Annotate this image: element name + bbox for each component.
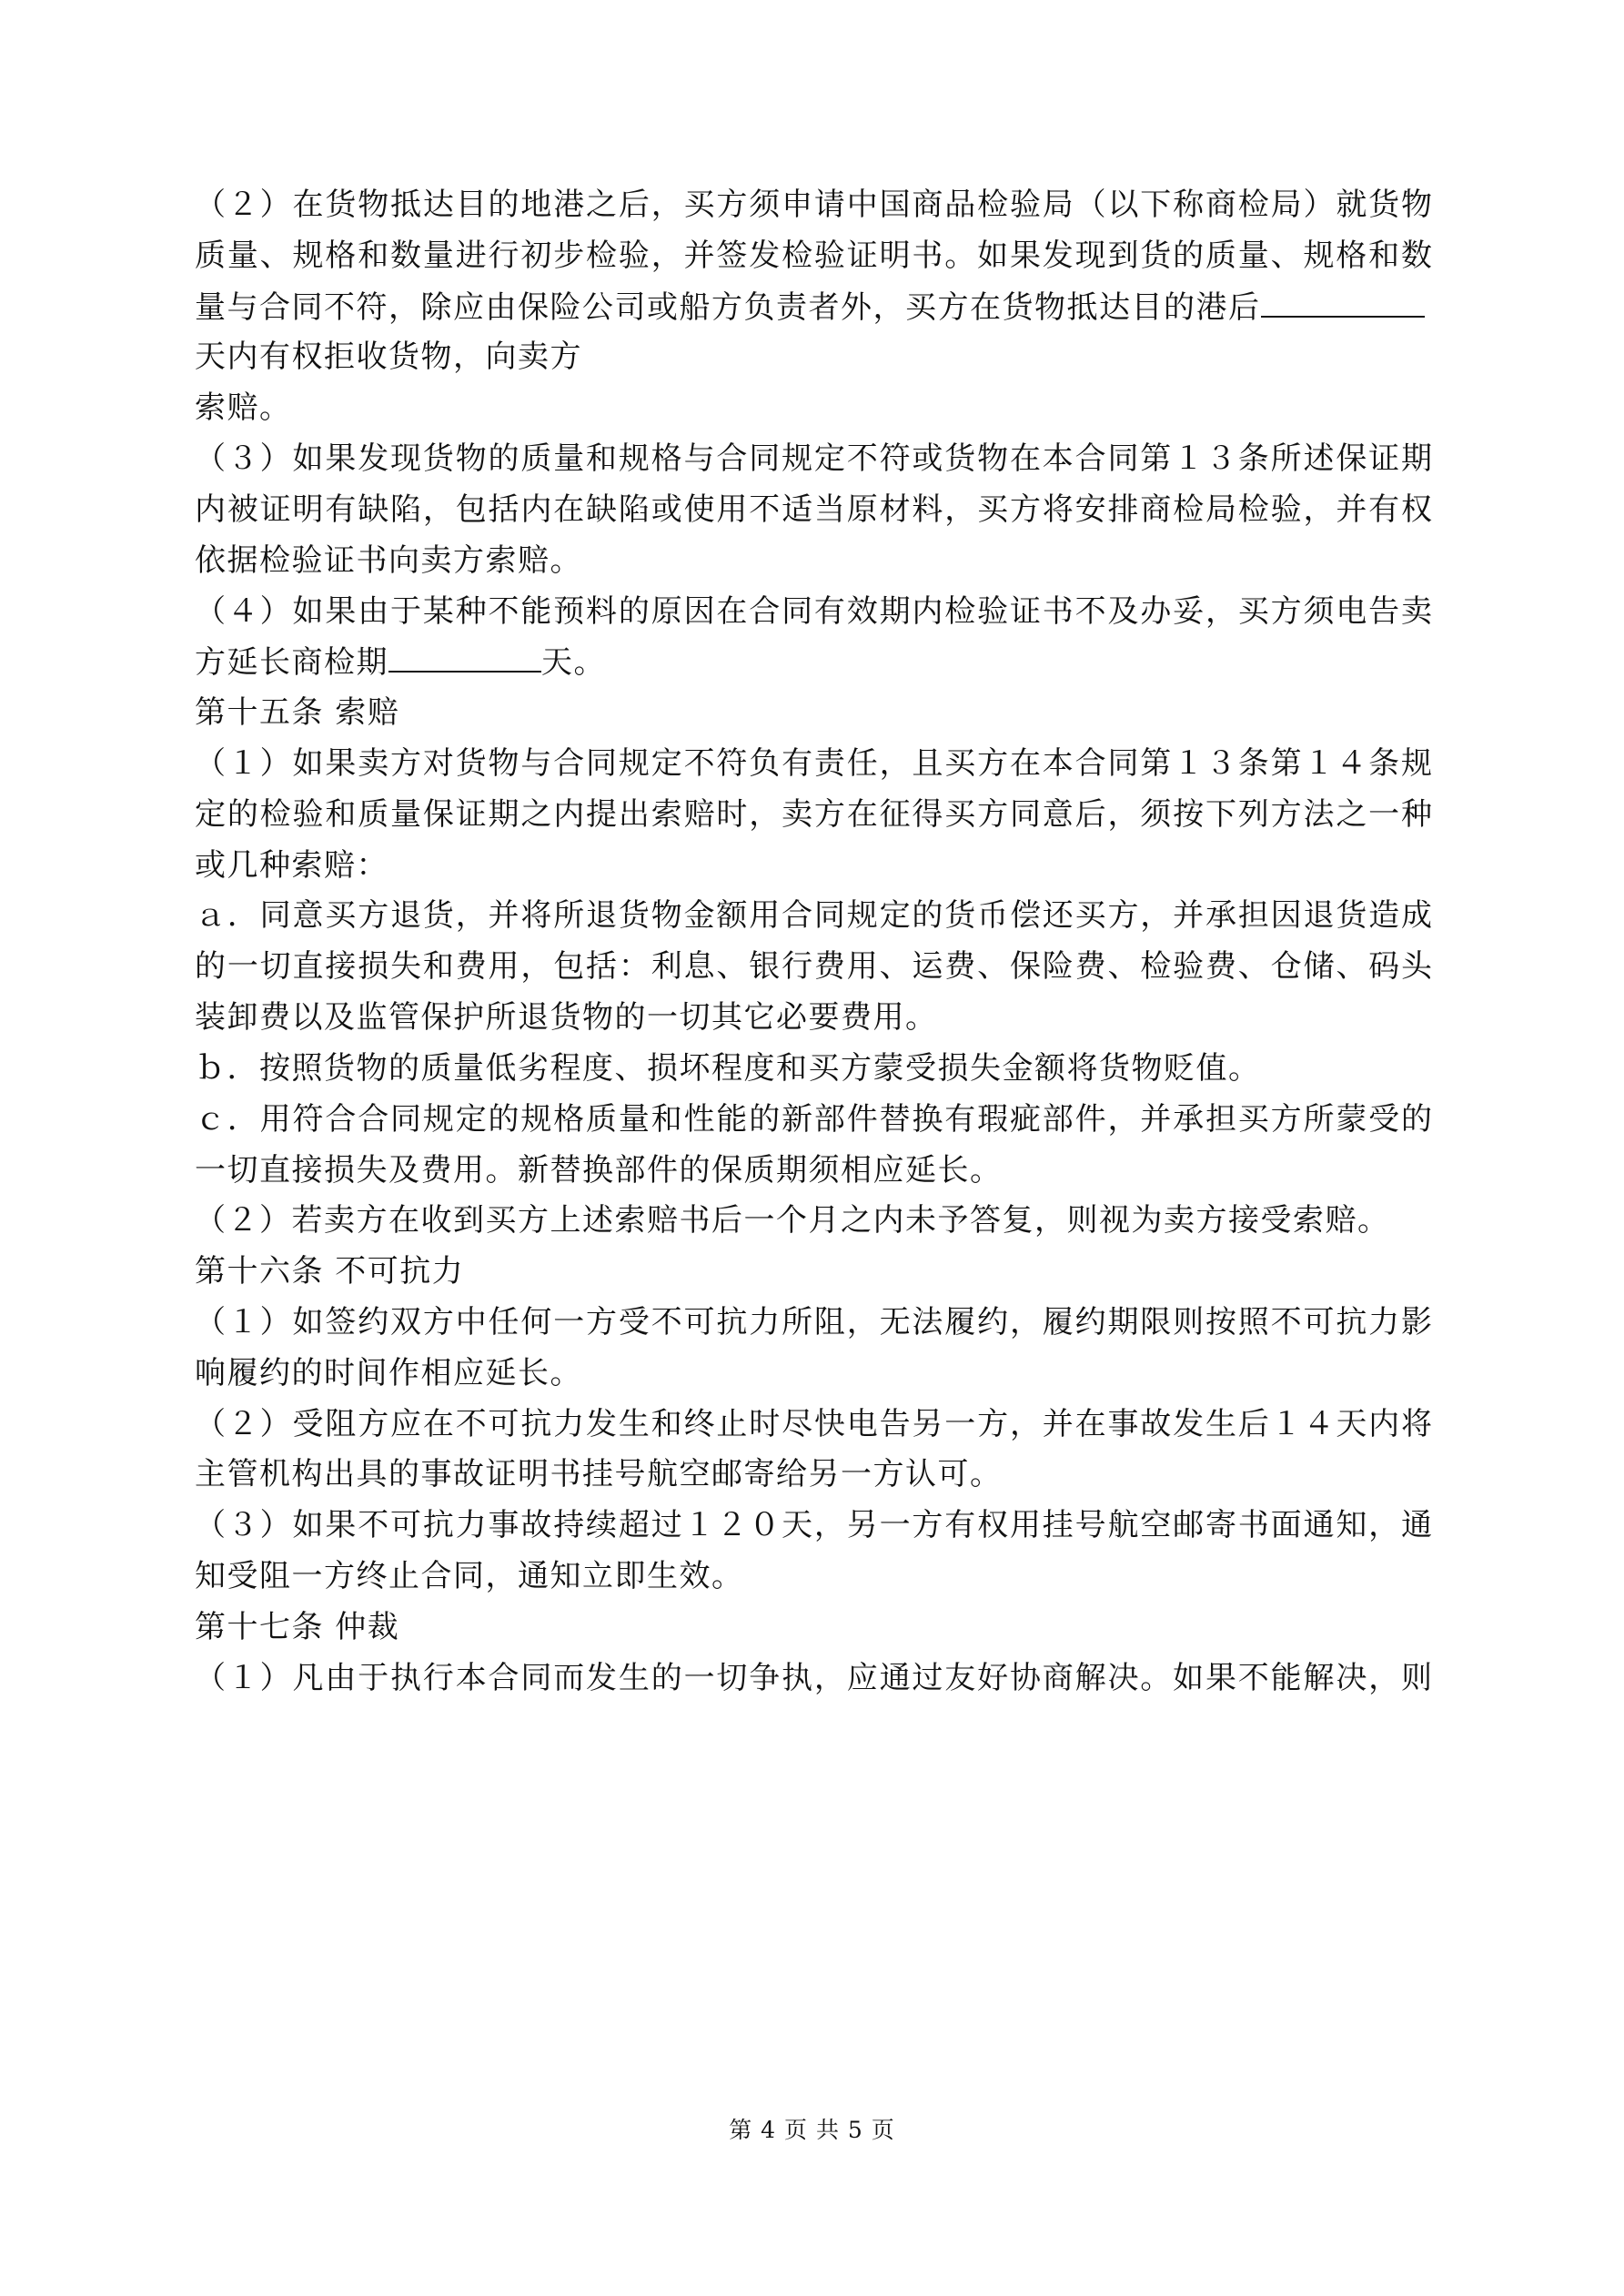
text-line: 天内有权拒收货物，向卖方 [195,339,582,375]
text-segment: 量与合同不符，除应由保险公司或船方负责者外，买方在货物抵达目的港后 [195,289,1261,326]
section-heading: 第十五条 索赔 [195,694,400,731]
fill-in-blank [1261,288,1425,318]
text-line: （３）如果不可抗力事故持续超过１２０天，另一方有权用挂号航空邮寄书面通知，通 [195,1507,1432,1543]
section-heading: 第十六条 不可抗力 [195,1253,465,1290]
text-line: （１）如签约双方中任何一方受不可抗力所阻，无法履约，履约期限则按照不可抗力影 [195,1304,1432,1340]
text-line: （２）若卖方在收到买方上述索赔书后一个月之内未予答复，则视为卖方接受索赔。 [195,1202,1390,1239]
text-line: （３）如果发现货物的质量和规格与合同规定不符或货物在本合同第１３条所述保证期 [195,440,1432,477]
text-line [195,288,1425,326]
text-segment: 天。 [541,644,606,681]
text-line: ｂ．按照货物的质量低劣程度、损坏程度和买方蒙受损失金额将货物贬值。 [195,1050,1261,1087]
text-segment: 方延长商检期 [195,644,388,681]
text-line: （１）如果卖方对货物与合同规定不符负有责任，且买方在本合同第１３条第１４条规 [195,745,1432,782]
fill-in-blank [388,643,541,673]
text-line: （２）受阻方应在不可抗力发生和终止时尽快电告另一方，并在事故发生后１４天内将 [195,1406,1432,1442]
text-line: ａ．同意买方退货，并将所退货物金额用合同规定的货币偿还买方，并承担因退货造成 [195,897,1432,934]
text-line: 装卸费以及监管保护所退货物的一切其它必要费用。 [195,999,938,1036]
section-heading: 第十七条 仲裁 [195,1609,400,1645]
text-line: 依据检验证书向卖方索赔。 [195,542,582,579]
text-line: ｃ．用符合合同规定的规格质量和性能的新部件替换有瑕疵部件，并承担买方所蒙受的 [195,1101,1432,1138]
text-line: 主管机构出具的事故证明书挂号航空邮寄给另一方认可。 [195,1456,1003,1492]
text-line: 知受阻一方终止合同，通知立即生效。 [195,1558,744,1594]
page-number: 第 4 页 共 5 页 [729,2117,895,2143]
text-line: （４）如果由于某种不能预料的原因在合同有效期内检验证书不及办妥，买方须电告卖 [195,593,1432,630]
text-line [195,643,606,681]
text-line: （１）凡由于执行本合同而发生的一切争执，应通过友好协商解决。如果不能解决，则 [195,1660,1432,1696]
text-line: 质量、规格和数量进行初步检验，并签发检验证明书。如果发现到货的质量、规格和数 [195,238,1432,274]
text-line: 索赔。 [195,389,292,426]
text-line: 响履约的时间作相应延长。 [195,1355,582,1391]
text-line: 的一切直接损失和费用，包括：利息、银行费用、运费、保险费、检验费、仓储、码头 [195,948,1432,985]
text-line: 一切直接损失及费用。新替换部件的保质期须相应延长。 [195,1152,1003,1188]
text-line: 内被证明有缺陷，包括内在缺陷或使用不适当原材料，买方将安排商检局检验，并有权 [195,491,1432,528]
text-line: 定的检验和质量保证期之内提出索赔时，卖方在征得买方同意后，须按下列方法之一种 [195,796,1432,833]
text-line: 或几种索赔： [195,847,388,884]
text-line: （２）在货物抵达目的地港之后，买方须申请中国商品检验局（以下称商检局）就货物 [195,187,1432,223]
